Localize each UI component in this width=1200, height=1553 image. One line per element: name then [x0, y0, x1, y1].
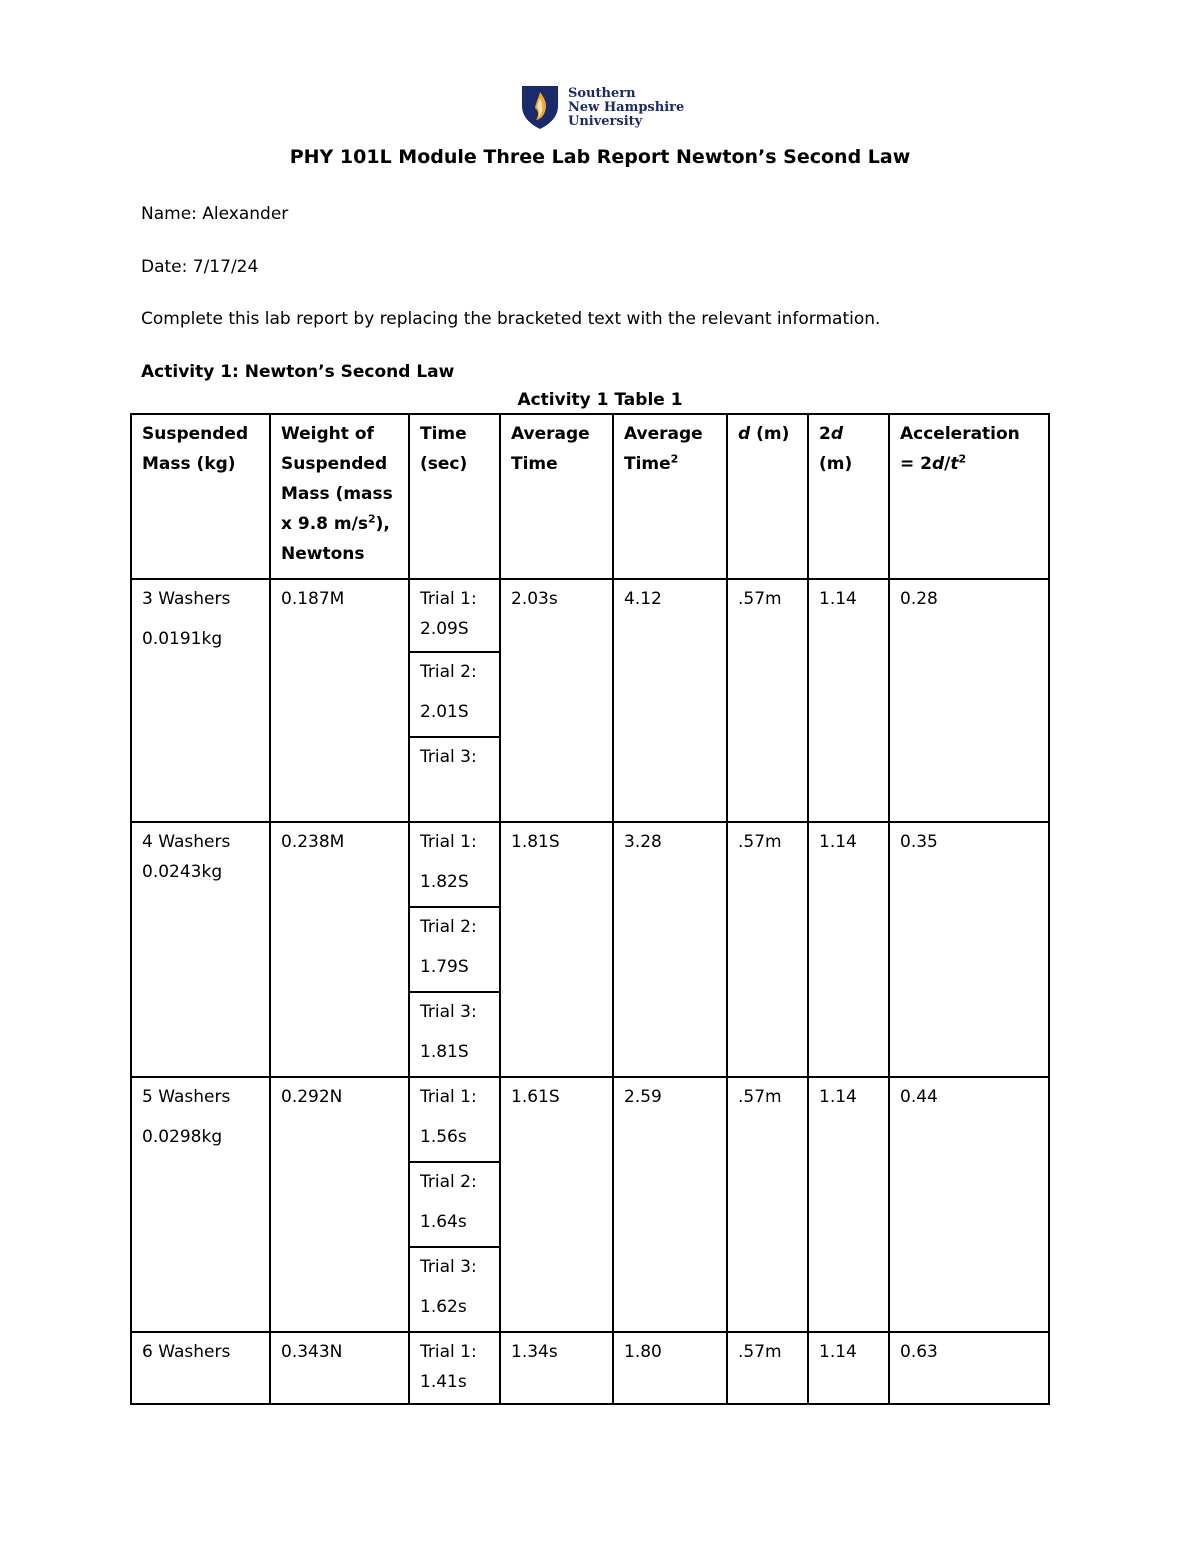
logo-text-line2: New Hampshire	[568, 100, 685, 115]
acceleration-cell: 0.35	[889, 822, 1049, 1077]
university-logo	[520, 84, 685, 132]
header-mass: Suspended Mass (kg)	[131, 414, 270, 579]
trial-cell: Trial 1: 2.09S	[409, 579, 500, 652]
2d-cell: 1.14	[808, 822, 889, 1077]
trial-cell: Trial 3: 1.62s	[409, 1247, 500, 1332]
average-time-squared-cell: 2.59	[613, 1077, 727, 1332]
header-weight: Weight of Suspended Mass (mass x 9.8 $m/s^2$), Newtons	[270, 414, 409, 579]
average-time-cell: 1.61S	[500, 1077, 613, 1332]
table-row	[131, 822, 1049, 907]
d-cell: .57m	[727, 822, 808, 1077]
2d-cell: 1.14	[808, 579, 889, 822]
average-time-cell: 2.03s	[500, 579, 613, 822]
trial-cell: Trial 2: 2.01S	[409, 652, 500, 737]
mass-cell: 5 Washers 0.0298kg	[131, 1077, 270, 1332]
d-cell: .57m	[727, 579, 808, 822]
mass-cell: 4 Washers 0.0243kg	[131, 822, 270, 1077]
header-acceleration: Acceleration = $2d/t^2$	[889, 414, 1049, 579]
mass-cell: 6 Washers	[131, 1332, 270, 1404]
mass-cell: 3 Washers 0.0191kg	[131, 579, 270, 822]
header-average-time-squared: Average Time$^2$	[613, 414, 727, 579]
table-row	[131, 1077, 1049, 1162]
activity-heading: Activity 1: Newton’s Second Law	[141, 362, 455, 382]
2d-cell: 1.14	[808, 1332, 889, 1404]
header-time: Time (sec)	[409, 414, 500, 579]
table-row	[131, 1332, 1049, 1404]
weight-cell: 0.187M	[270, 579, 409, 822]
instructions-text: Complete this lab report by replacing the bracketed text with the relevant information.	[141, 309, 881, 329]
trial-cell: Trial 1: 1.56s	[409, 1077, 500, 1162]
2d-cell: 1.14	[808, 1077, 889, 1332]
d-cell: .57m	[727, 1332, 808, 1404]
header-average-time: Average Time	[500, 414, 613, 579]
d-cell: .57m	[727, 1077, 808, 1332]
weight-cell: 0.238M	[270, 822, 409, 1077]
trial-cell: Trial 3:	[409, 737, 500, 822]
logo-text-line3: University	[568, 114, 643, 129]
average-time-cell: 1.34s	[500, 1332, 613, 1404]
weight-cell: 0.343N	[270, 1332, 409, 1404]
header-d: d (m)	[727, 414, 808, 579]
acceleration-cell: 0.44	[889, 1077, 1049, 1332]
acceleration-cell: 0.63	[889, 1332, 1049, 1404]
average-time-squared-cell: 1.80	[613, 1332, 727, 1404]
header-2d: 2d (m)	[808, 414, 889, 579]
shield-flame-icon	[520, 84, 560, 130]
table-row	[131, 579, 1049, 652]
average-time-cell: 1.81S	[500, 822, 613, 1077]
trial-cell: Trial 2: 1.79S	[409, 907, 500, 992]
weight-cell: 0.292N	[270, 1077, 409, 1332]
trial-cell: Trial 1: 1.82S	[409, 822, 500, 907]
name-line: Name: Alexander	[141, 204, 289, 224]
average-time-squared-cell: 3.28	[613, 822, 727, 1077]
acceleration-cell: 0.28	[889, 579, 1049, 822]
table-caption: Activity 1 Table 1	[517, 390, 683, 410]
average-time-squared-cell: 4.12	[613, 579, 727, 822]
trial-cell: Trial 2: 1.64s	[409, 1162, 500, 1247]
trial-cell: Trial 1: 1.41s	[409, 1332, 500, 1404]
page-title: PHY 101L Module Three Lab Report Newton’s Second Law	[289, 146, 911, 168]
logo-text-line1: Southern	[568, 86, 636, 101]
date-line: Date: 7/17/24	[141, 257, 259, 277]
header-row	[131, 414, 1049, 579]
trial-cell: Trial 3: 1.81S	[409, 992, 500, 1077]
results-table	[130, 413, 1050, 1405]
